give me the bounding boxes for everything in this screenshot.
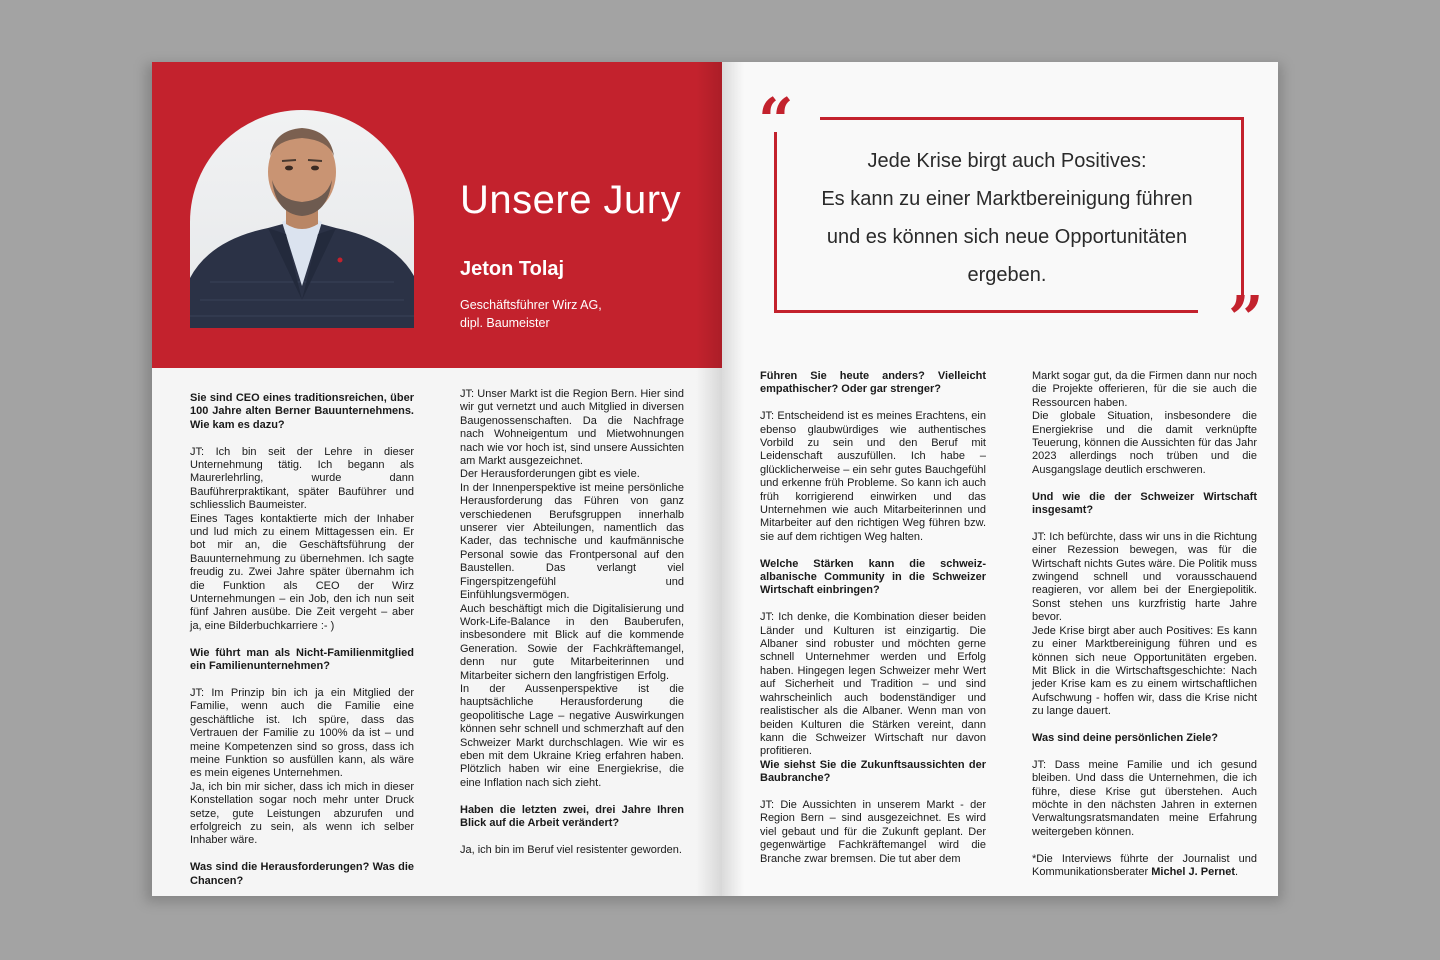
open-quote-icon: “ bbox=[758, 84, 794, 157]
role-line-1: Geschäftsführer Wirz AG, bbox=[460, 298, 602, 312]
answer-3-p4: Auch beschäftigt mich die Digitalisierung und Work-Life-Balance in den Bauberufen, insbesondere mit Blick auf die kommende Generation. Sowie der Fachkräftemangel, denn nur gute Mitarbeiterinnen und Mitarbeiter sichern den langfristigen Erfolg. bbox=[460, 602, 684, 682]
question-8: Und wie die der Schweizer Wirtschaft insgesamt? bbox=[1032, 490, 1257, 517]
credit-end: . bbox=[1235, 865, 1239, 878]
answer-6: JT: Ich denke, die Kombination dieser beiden Länder und Kulturen ist einzigartig. Die Albaner sind robuster und möchten gerne schnell Unternehmer werden und Erfolg haben. Hingegen legen Schweizer mehr Wert auf Sicherheit und Tradition – und sind wahrscheinlich auch bodenständiger und realistischer als die Albaner. Wenn man von beiden Kulturen die Stärken vereint, dann kann die Schweizer Wirtschaft nur davon profitieren. bbox=[760, 611, 986, 758]
right-page bbox=[722, 62, 1278, 896]
portrait-illustration bbox=[190, 110, 414, 328]
question-4: Haben die letzten zwei, drei Jahre Ihren Blick auf die Arbeit verändert? bbox=[460, 803, 684, 829]
left-column-1 bbox=[190, 392, 414, 888]
role-line-2: dipl. Baumeister bbox=[460, 316, 550, 330]
answer-5: JT: Entscheidend ist es meines Erachtens, ein ebenso glaubwürdiges wie authentisches Vorbild zu sein und den Beruf mit Leidenschaft auszufüllen. Ich habe – glücklicherweise – ein sehr gutes Bauchgefühl und erkenne früh Probleme. So kann ich auch früh korrigierend einwirken und das Unternehmen wie auch Mitarbeiterinnen und Mitarbeiter auf den richtigen Weg führen bzw. sie auf dem richtigen Weg halten. bbox=[760, 410, 986, 543]
quote-line-3: und es können sich neue Opportunitäten bbox=[826, 226, 1188, 248]
answer-8-p2: Jede Krise birgt aber auch Positives: Es kann zu einer Marktbereinigung führen und es können sich neue Opportunitäten ergeben. Mit Blick in die Wirtschaftsgeschichte: Nach jeder Krise kam es zu einem wirtschaftlichen Aufschwung - hoffen wir, dass die Krise nicht zu lange dauert. bbox=[1032, 624, 1257, 718]
credit-text: *Die Interviews führte der Journalist und Kommunikationsberater bbox=[1032, 852, 1257, 878]
answer-7: JT: Die Aussichten in unserem Markt - der Region Bern – sind ausgezeichnet. Es wird viel gebaut und für die Zukunft geplant. Der gegenwärtige Fachkräftemangel wird die Branche zwar bremsen. Die tut aber dem bbox=[760, 798, 986, 865]
question-3: Was sind die Herausforderungen? Was die Chancen? bbox=[190, 861, 414, 887]
jury-role bbox=[460, 296, 602, 332]
left-column-2 bbox=[460, 388, 684, 857]
question-2: Wie führt man als Nicht-Familienmitglied ein Familienunternehmen? bbox=[190, 646, 414, 673]
answer-1-p1: JT: Ich bin seit der Lehre in dieser Unternehmung tätig. Ich begann als Maurerlehrling, wurde dann Bauführerpraktikant, später Bauführer und schliesslich Baumeister. bbox=[190, 445, 414, 512]
quote-line-1: Jede Krise birgt auch Positives: bbox=[867, 150, 1147, 172]
answer-8-p1: JT: Ich befürchte, dass wir uns in die Richtung einer Rezession bewegen, was für die Wirtschaft nichts Gutes wäre. Die Politik muss zwingend schnell und vorausschauend reagieren, vor allem bei der Energiepolitik. Sonst stehen uns kurzfristig harte Jahre bevor. bbox=[1032, 530, 1257, 624]
question-1: Sie sind CEO eines traditionsreichen, über 100 Jahre alten Berner Bauunternehmens. Wie kam es dazu? bbox=[190, 392, 414, 431]
question-5: Führen Sie heute anders? Vielleicht empathischer? Oder gar strenger? bbox=[760, 370, 986, 396]
answer-7-continued: Markt sogar gut, da die Firmen dann nur noch die Projekte offerieren, für die sie auch die Ressourcen haben. bbox=[1032, 370, 1257, 409]
answer-2-p1: JT: Im Prinzip bin ich ja ein Mitglied der Familie, wenn auch die Familie eine geschäftliche ist. Ich spüre, dass das Vertrauen der Familie zu 100% da ist – und meine Kompetenzen sind so gross, dass ich meine Funktion so ausfüllen kann, als wäre es mein eigenes Unternehmen. bbox=[190, 686, 414, 780]
jury-name: Jeton Tolaj bbox=[460, 258, 565, 280]
quote-line-4: ergeben. bbox=[967, 264, 1047, 286]
answer-3-p3: In der Innenperspektive ist meine persönliche Herausforderung das Führen von ganz verschiedenen Berufsgruppen innerhalb unserer vier Abteilungen, namentlich das Kader, das technische und kaufmännische Personal sowie das Frontpersonal auf den Baustellen. Das verlangt viel Fingerspitzengefühl und Einfühlungsvermögen. bbox=[460, 481, 684, 602]
answer-3-p1: JT: Unser Markt ist die Region Bern. Hier sind wir gut vernetzt und auch Mitglied in diversen Baugenossenschaften. Da die Nachfrage nach Wohneigentum und Mietwohnungen nach wie vor hoch ist, sind unsere Aussichten am Markt ausgezeichnet. bbox=[460, 388, 684, 468]
left-page bbox=[152, 62, 722, 896]
question-9: Was sind deine persönlichen Ziele? bbox=[1032, 731, 1219, 744]
quote-line-2: Es kann zu einer Marktbereinigung führen bbox=[821, 188, 1193, 210]
portrait-photo bbox=[190, 110, 414, 328]
pull-quote-text bbox=[792, 142, 1222, 294]
right-column-2 bbox=[1032, 370, 1257, 879]
answer-1-p2: Eines Tages kontaktierte mich der Inhaber und lud mich zu einem Mittagessen ein. Er bot mir an, die Geschäftsführung der Bauunternehmung zu übernehmen. Ich sagte freudig zu. Zwei Jahre später übernahm ich die Funktion als CEO der Wirz Unternehmungen – ein Job, den ich nun seit fünf Jahren ausübe. Die Zeit vergeht – aber ja, eine Bilderbuchkarriere :- ) bbox=[190, 512, 414, 632]
close-quote-icon: ” bbox=[1228, 282, 1264, 355]
answer-2-p2: Ja, ich bin mir sicher, dass ich mich in dieser Konstellation sogar noch mehr unter Druck setze, gute Leistungen abzurufen und erfolgreich zu sein, als wenn ich selber Inhaber wäre. bbox=[190, 780, 414, 847]
answer-3-p2: Der Herausforderungen gibt es viele. bbox=[460, 468, 640, 481]
question-7: Wie siehst Sie die Zukunftsaussichten der Baubranche? bbox=[760, 758, 986, 785]
page-title: Unsere Jury bbox=[460, 178, 682, 222]
answer-4: Ja, ich bin im Beruf viel resistenter geworden. bbox=[460, 843, 682, 856]
credit-name: Michel J. Pernet bbox=[1151, 865, 1235, 878]
interview-credit bbox=[1032, 853, 1257, 880]
right-column-1 bbox=[760, 370, 986, 866]
right-page-gutter-shade bbox=[722, 62, 744, 896]
answer-3-p5: In der Aussenperspektive ist die hauptsächliche Herausforderung die geopolitische Lage – negative Auswirkungen können sehr schnell und schmerzhaft auf den Schweizer Markt durchschlagen. Wie wir es eben mit dem Ukraine Krieg erfahren haben. Plötzlich haben wir eine Energiekrise, die eine Inflation nach sich zieht. bbox=[460, 682, 684, 789]
question-6: Welche Stärken kann die schweiz-albanische Community in die Schweizer Wirtschaft einbringen? bbox=[760, 557, 986, 597]
answer-9: JT: Dass meine Familie und ich gesund bleiben. Und dass die Unternehmen, die ich führe, diese Krise gut überstehen. Auch möchte in den nächsten Jahren in externen Verwaltungsratsmandaten meine Erfahrung weitergeben können. bbox=[1032, 758, 1257, 838]
answer-7-p2: Die globale Situation, insbesondere die Energiekrise und die damit verknüpfte Teuerung, können die Aussichten für das Jahr 2023 allerdings noch trüben und die Ausgangslage deutlich erschweren. bbox=[1032, 410, 1257, 476]
